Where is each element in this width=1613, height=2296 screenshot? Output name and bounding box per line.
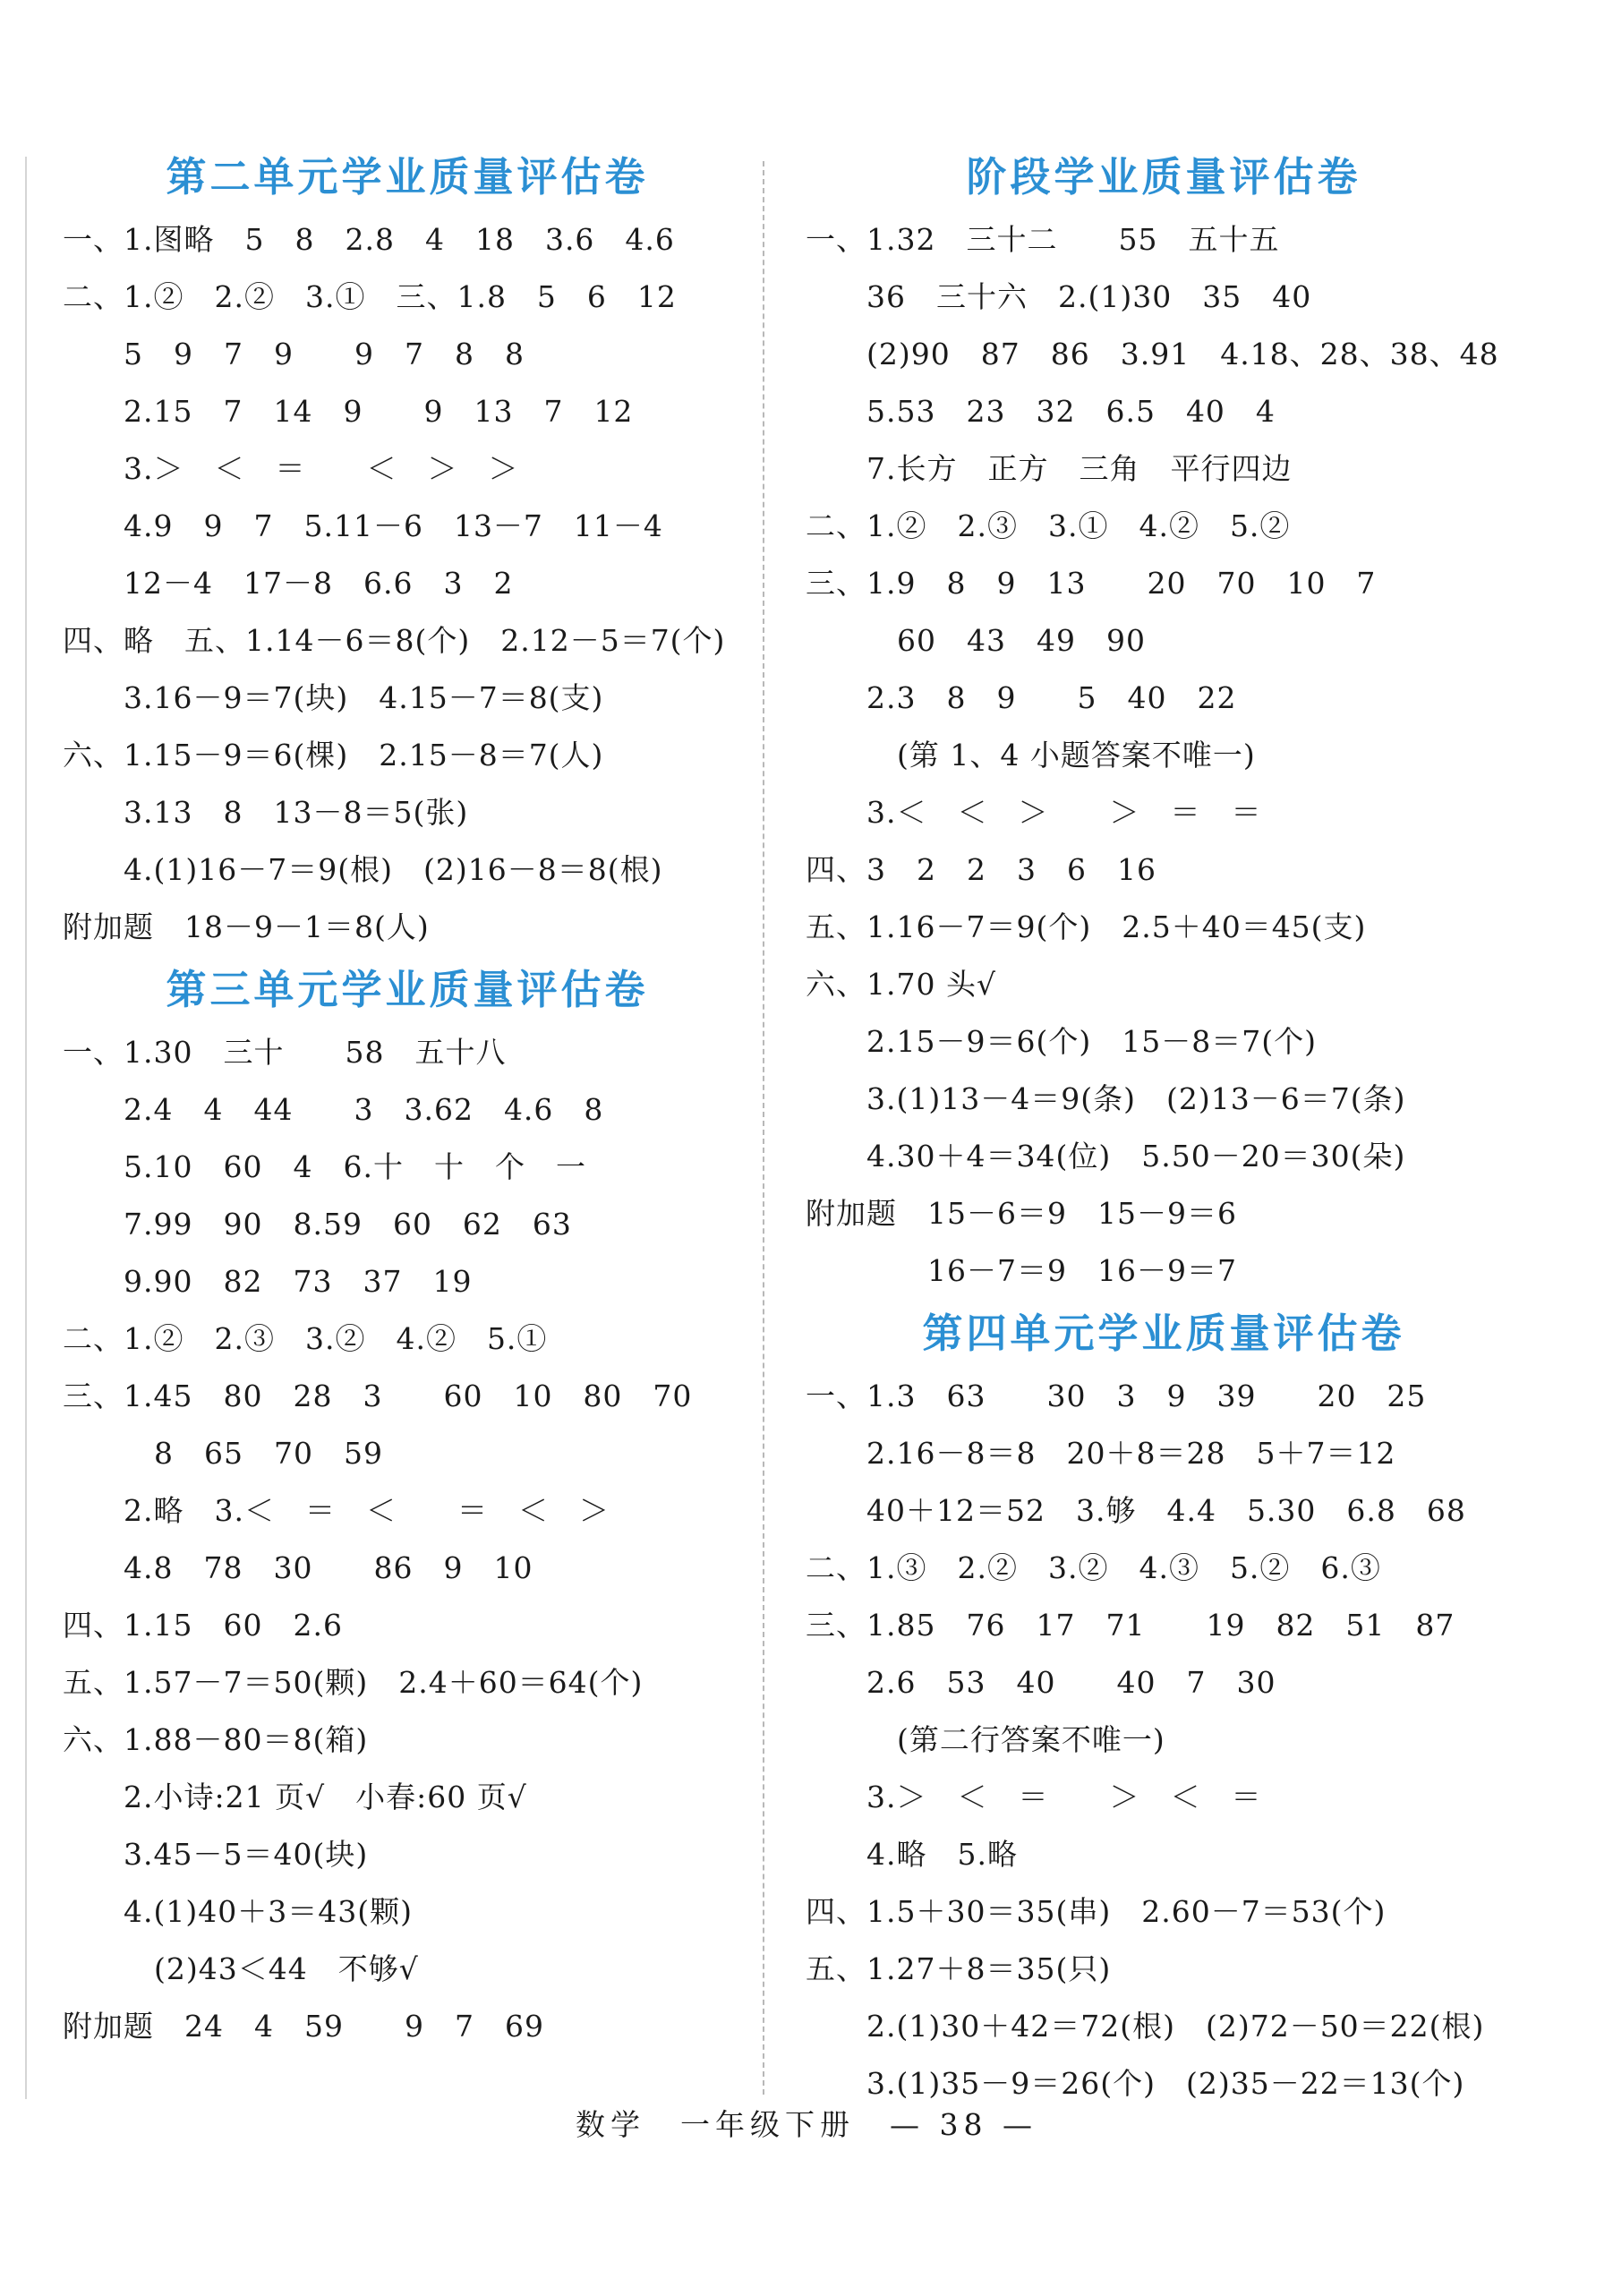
answer-line: 4.(1)40＋3＝43(颗) [63, 1894, 413, 1929]
answer-line: 2.3 8 9 5 40 22 [806, 680, 1237, 715]
answer-line: 2.(1)30＋42＝72(根) (2)72－50＝22(根) [806, 2009, 1485, 2044]
answer-line: 二、1.② 2.② 3.① 三、1.8 5 6 12 [63, 279, 677, 314]
answer-line: 2.4 4 44 3 3.62 4.6 8 [63, 1092, 604, 1127]
answer-line: 附加题 24 4 59 9 7 69 [63, 2009, 544, 2044]
answer-line: 附加题 18－9－1＝8(人) [63, 909, 430, 944]
answer-line: 一、1.30 三十 58 五十八 [63, 1035, 507, 1070]
answer-line: 9.90 82 73 37 19 [63, 1264, 473, 1299]
section-title: 第四单元学业质量评估卷 [922, 1310, 1405, 1357]
answer-line: 3.＞ ＜ ＝ ＜ ＞ ＞ [63, 451, 519, 486]
answer-line: 二、1.② 2.③ 3.② 4.② 5.① [63, 1321, 548, 1356]
answer-line: 2.小诗:21 页√ 小春:60 页√ [63, 1780, 527, 1814]
column-divider [763, 161, 764, 2095]
answer-line: 3.(1)35－9＝26(个) (2)35－22＝13(个) [806, 2066, 1465, 2101]
answer-line: 4.(1)16－7＝9(根) (2)16－8＝8(根) [63, 852, 663, 887]
right-column [806, 143, 1522, 2112]
page-footer: 数学 一年级下册 — 38 — [576, 2107, 1037, 2142]
answer-line: 40＋12＝52 3.够 4.4 5.30 6.8 68 [806, 1493, 1466, 1528]
answer-line: 4.略 5.略 [806, 1837, 1018, 1872]
answer-line: 三、1.85 76 17 71 19 82 51 87 [806, 1608, 1455, 1643]
answer-line: 2.15 7 14 9 9 13 7 12 [63, 394, 634, 429]
answer-line: 3.45－5＝40(块) [63, 1837, 369, 1872]
answer-line: 六、1.70 头√ [806, 967, 996, 1002]
answer-line: (2)43＜44 不够√ [63, 1951, 419, 1986]
answer-line: 四、1.5＋30＝35(串) 2.60－7＝53(个) [806, 1894, 1387, 1929]
section-title: 阶段学业质量评估卷 [966, 153, 1361, 201]
answer-line: 六、1.88－80＝8(箱) [63, 1722, 369, 1757]
answer-line: 3.(1)13－4＝9(条) (2)13－6＝7(条) [806, 1081, 1406, 1116]
answer-line: 5 9 7 9 9 7 8 8 [63, 337, 525, 371]
answer-line: 3.13 8 13－8＝5(张) [63, 795, 469, 830]
answer-line: 16－7＝9 16－9＝7 [806, 1253, 1237, 1288]
answer-line: (2)90 87 86 3.91 4.18、28、38、48 [806, 337, 1499, 371]
answer-line: 2.16－8＝8 20＋8＝28 5＋7＝12 [806, 1436, 1396, 1471]
answer-line: 五、1.57－7＝50(颗) 2.4＋60＝64(个) [63, 1665, 644, 1700]
answer-line: 一、1.3 63 30 3 9 39 20 25 [806, 1378, 1427, 1413]
answer-line: 3.＜ ＜ ＞ ＞ ＝ ＝ [806, 795, 1262, 830]
answer-line: 附加题 15－6＝9 15－9＝6 [806, 1196, 1237, 1231]
left-column [63, 143, 752, 2055]
answer-section [806, 1300, 1522, 2112]
answer-line: 三、1.45 80 28 3 60 10 80 70 [63, 1378, 693, 1413]
answer-line: 一、1.图略 5 8 2.8 4 18 3.6 4.6 [63, 222, 675, 257]
answer-line: 五、1.16－7＝9(个) 2.5＋40＝45(支) [806, 909, 1367, 944]
answer-line: 5.53 23 32 6.5 40 4 [806, 394, 1276, 429]
answer-line: 4.30＋4＝34(位) 5.50－20＝30(朵) [806, 1139, 1406, 1174]
answer-line: 2.15－9＝6(个) 15－8＝7(个) [806, 1024, 1317, 1059]
answer-line: 3.＞ ＜ ＝ ＞ ＜ ＝ [806, 1780, 1262, 1814]
answer-line: 2.略 3.＜ ＝ ＜ ＝ ＜ ＞ [63, 1493, 610, 1528]
answer-line: 四、3 2 2 3 6 16 [806, 852, 1156, 887]
answer-line: (第 1、4 小题答案不唯一) [806, 738, 1256, 772]
answer-line: 7.长方 正方 三角 平行四边 [806, 451, 1293, 486]
answer-line: 三、1.9 8 9 13 20 70 10 7 [806, 566, 1377, 601]
answer-section [63, 956, 752, 2055]
page-edge-line [25, 157, 27, 2099]
answer-line: 60 43 49 90 [806, 623, 1146, 658]
answer-line: 5.10 60 4 6.十 十 个 一 [63, 1149, 586, 1184]
answer-section [806, 143, 1522, 1300]
answer-line: 二、1.② 2.③ 3.① 4.② 5.② [806, 508, 1291, 543]
answer-section [63, 143, 752, 956]
answer-line: 3.16－9＝7(块) 4.15－7＝8(支) [63, 680, 604, 715]
answer-line: 8 65 70 59 [63, 1436, 383, 1471]
answer-line: 7.99 90 8.59 60 62 63 [63, 1207, 572, 1242]
section-title: 第二单元学业质量评估卷 [166, 153, 649, 201]
answer-line: 五、1.27＋8＝35(只) [806, 1951, 1112, 1986]
answer-line: 12－4 17－8 6.6 3 2 [63, 566, 514, 601]
answer-line: 二、1.③ 2.② 3.② 4.③ 5.② 6.③ [806, 1550, 1381, 1585]
answer-line: 4.8 78 30 86 9 10 [63, 1550, 533, 1585]
answer-line: 四、1.15 60 2.6 [63, 1608, 343, 1643]
section-title: 第三单元学业质量评估卷 [166, 966, 649, 1013]
answer-line: 四、略 五、1.14－6＝8(个) 2.12－5＝7(个) [63, 623, 726, 658]
answer-line: 六、1.15－9＝6(棵) 2.15－8＝7(人) [63, 738, 604, 772]
answer-line: 2.6 53 40 40 7 30 [806, 1665, 1276, 1700]
answer-line: 36 三十六 2.(1)30 35 40 [806, 279, 1312, 314]
answer-line: 4.9 9 7 5.11－6 13－7 11－4 [63, 508, 663, 543]
answer-line: 一、1.32 三十二 55 五十五 [806, 222, 1280, 257]
answer-line: (第二行答案不唯一) [806, 1722, 1165, 1757]
